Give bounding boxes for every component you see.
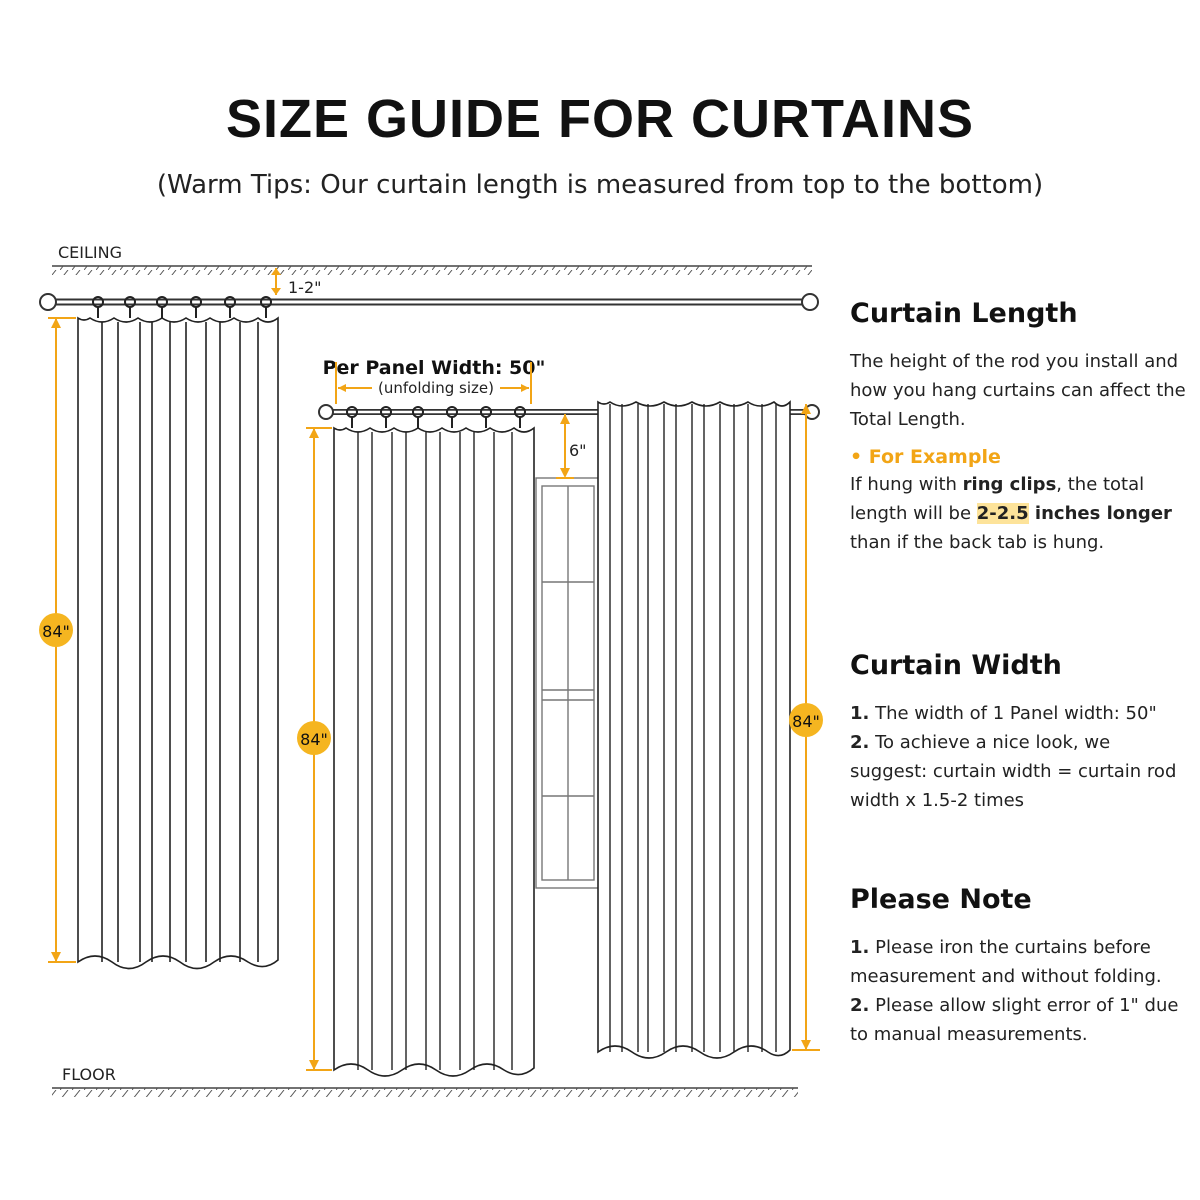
please-note-section <box>850 884 1190 1049</box>
middle-curtain <box>334 428 534 1076</box>
page-title: SIZE GUIDE FOR CURTAINS <box>225 89 975 149</box>
note-item-1: 1. Please iron the curtains before measurement and without folding. <box>850 937 1162 987</box>
floor-hatch <box>52 1088 798 1097</box>
please-note-heading: Please Note <box>850 884 1032 915</box>
curtain-length-body: The height of the rod you install and how you hang curtains can affect the Total Length. <box>850 351 1186 430</box>
curtain-length-section <box>850 298 1190 557</box>
left-curtain <box>78 318 278 969</box>
right-curtain <box>598 402 790 1058</box>
unfolding-size-label: (unfolding size) <box>378 379 494 397</box>
curtain-width-heading: Curtain Width <box>850 650 1062 681</box>
example-text: If hung with ring clips, the total length will be 2-2.5 inches longer than if the back tab is hung. <box>850 474 1172 553</box>
ceiling-hatch <box>52 266 812 275</box>
width-item-2: 2. To achieve a nice look, we suggest: curtain width = curtain rod width x 1.5-2 times <box>850 732 1177 811</box>
panel-width-label: Per Panel Width: 50" <box>322 357 546 379</box>
middle-length-label: 84" <box>300 730 328 749</box>
floor-label: FLOOR <box>62 1065 116 1084</box>
for-example-label: • For Example <box>850 446 1001 468</box>
page-subtitle: (Warm Tips: Our curtain length is measured from top to the bottom) <box>156 170 1044 200</box>
lower-rod-finial-left <box>319 405 333 419</box>
window <box>536 478 600 888</box>
ceiling-label: CEILING <box>58 243 122 262</box>
drop-label: 6" <box>569 441 587 460</box>
left-length-label: 84" <box>42 622 70 641</box>
gap-label: 1-2" <box>288 278 322 297</box>
curtain-length-heading: Curtain Length <box>850 298 1078 329</box>
top-rod-finial-left <box>40 294 56 310</box>
right-length-label: 84" <box>792 712 820 731</box>
width-item-1: 1. The width of 1 Panel width: 50" <box>850 703 1157 724</box>
example-highlight: 2-2.5 <box>976 503 1029 524</box>
note-item-2: 2. Please allow slight error of 1" due to manual measurements. <box>850 995 1179 1045</box>
top-rod-finial-right <box>802 294 818 310</box>
curtain-width-section <box>850 650 1190 815</box>
